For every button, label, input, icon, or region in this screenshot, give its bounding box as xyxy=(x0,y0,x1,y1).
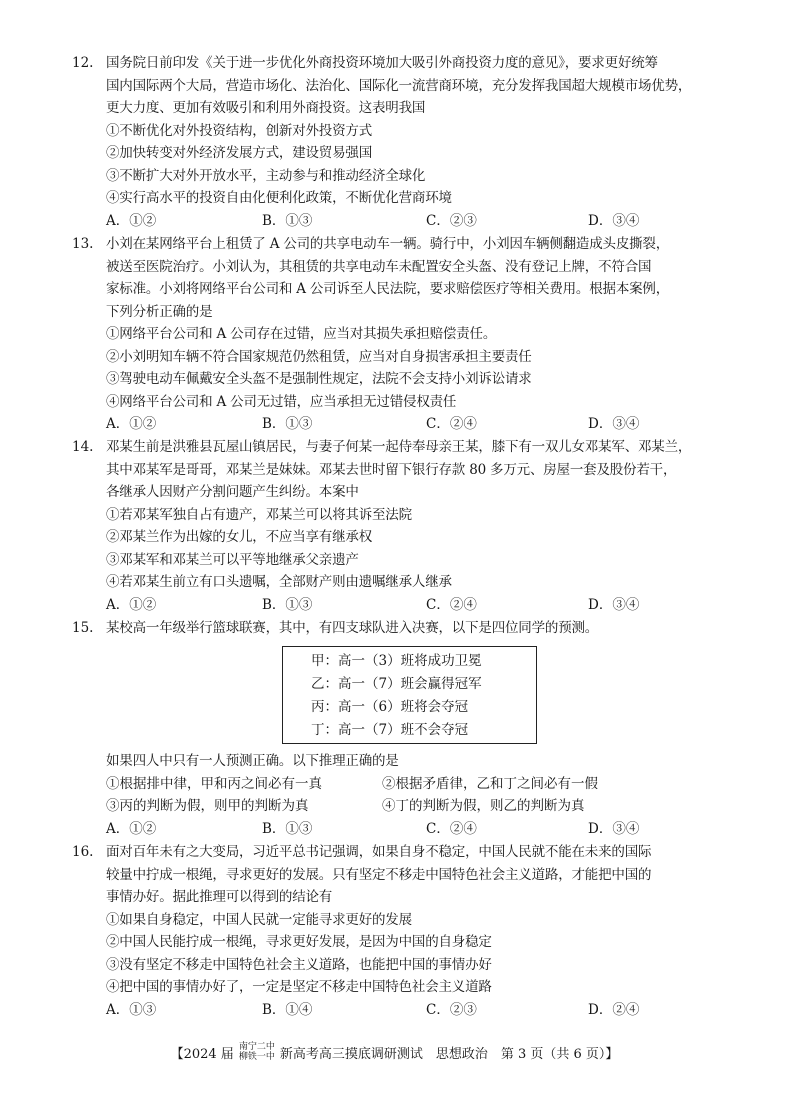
question-16 xyxy=(72,841,722,1021)
prediction-box xyxy=(282,646,537,744)
option-c: C．②③ xyxy=(426,1001,477,1018)
statement-2: ②邓某兰作为出嫁的女儿，不应当享有继承权 xyxy=(106,529,372,545)
question-stem-line: 事情办好。据此推理可以得到的结论有 xyxy=(106,889,333,905)
statement-3: ③邓某军和邓某兰可以平等地继承父亲遗产 xyxy=(106,551,359,568)
option-d: D．③④ xyxy=(588,596,640,613)
option-a: A．①② xyxy=(106,820,157,837)
question-stem-line: 小刘在某网络平台上租赁了 A 公司的共享电动车一辆。骑行中，小刘因车辆侧翻造成头皮撕裂， xyxy=(106,236,670,252)
question-stem-line: 某校高一年级举行篮球联赛，其中，有四支球队进入决赛，以下是四位同学的预测。 xyxy=(106,620,599,636)
question-number: 13. xyxy=(72,236,94,252)
statement-1: ①若邓某军独自占有遗产，邓某兰可以将其诉至法院 xyxy=(106,506,412,523)
option-b: B．①③ xyxy=(262,820,313,837)
question-stem-line: 面对百年未有之大变局，习近平总书记强调，如果自身不稳定，中国人民就不能在未来的国际 xyxy=(106,844,652,860)
answer-options xyxy=(106,210,722,233)
question-stem-line: 家标准。小刘将网络平台公司和 A 公司诉至人民法院，要求赔偿医疗等相关费用。根据本案例， xyxy=(106,281,670,297)
answer-options xyxy=(106,999,722,1022)
option-b: B．①③ xyxy=(262,596,313,613)
question-stem-line: 国务院日前印发《关于进一步优化外商投资环境加大吸引外商投资力度的意见》，要求更好统筹 xyxy=(106,55,658,71)
question-13 xyxy=(72,233,722,436)
statement-2: ②加快转变对外经济发展方式，建设贸易强国 xyxy=(106,145,372,161)
statement-1: ①网络平台公司和 A 公司存在过错，应当对其损失承担赔偿责任。 xyxy=(106,326,497,342)
question-15 xyxy=(72,617,722,640)
footer-school-2: 柳铁一中 xyxy=(238,1052,275,1062)
option-a: A．①② xyxy=(106,212,157,229)
question-stem-line: 被送至医院治疗。小刘认为，其租赁的共享电动车未配置安全头盔、没有登记上牌，不符合国 xyxy=(106,258,652,275)
prediction-bing: 丙：高一（6）班将会夺冠 xyxy=(311,699,469,715)
answer-options xyxy=(106,818,722,841)
option-c: C．②④ xyxy=(426,416,477,432)
question-stem-line: 邓某生前是洪雅县瓦屋山镇居民，与妻子何某一起侍奉母亲王某，膝下有一双儿女邓某军、邓某兰， xyxy=(106,439,692,455)
prediction-jia: 甲：高一（3）班将成功卫冕 xyxy=(311,653,482,669)
prediction-ding: 丁：高一（7）班不会夺冠 xyxy=(311,722,469,738)
question-number: 12. xyxy=(72,55,94,71)
footer-year: 【2024 届 xyxy=(170,1046,234,1062)
option-a: A．①② xyxy=(106,416,157,432)
question-stem-line: 更大力度、更加有效吸引和利用外商投资。这表明我国 xyxy=(106,100,426,116)
answer-options xyxy=(106,594,722,617)
statement-1: ①不断优化对外投资结构，创新对外投资方式 xyxy=(106,122,372,139)
option-d: D．③④ xyxy=(588,416,640,432)
option-b: B．①④ xyxy=(262,1001,313,1018)
statement-1: ①如果自身稳定，中国人民就一定能寻求更好的发展 xyxy=(106,911,412,928)
statement-1: ①根据排中律，甲和丙之间必有一真 xyxy=(106,775,322,792)
statement-2: ②小刘明知车辆不符合国家规范仍然租赁，应当对自身损害承担主要责任 xyxy=(106,348,532,365)
answer-options xyxy=(106,413,722,436)
question-stem-line: 如果四人中只有一人预测正确。以下推理正确的是 xyxy=(106,753,399,769)
statement-row xyxy=(106,773,722,796)
footer-school-1: 南宁二中 xyxy=(238,1042,275,1052)
question-14 xyxy=(72,436,722,616)
prediction-yi: 乙：高一（7）班会赢得冠军 xyxy=(311,676,482,692)
option-d: D．③④ xyxy=(588,212,640,229)
option-a: A．①③ xyxy=(106,1001,157,1018)
statement-4: ④若邓某生前立有口头遗嘱，全部财产则由遗嘱继承人继承 xyxy=(106,574,452,590)
question-number: 16. xyxy=(72,844,94,860)
statement-3: ③丙的判断为假，则甲的判断为真 xyxy=(106,798,309,814)
question-15-continued xyxy=(72,750,722,840)
statement-2: ②根据矛盾律，乙和丁之间必有一假 xyxy=(382,775,598,792)
statement-3: ③没有坚定不移走中国特色社会主义道路，也能把中国的事情办好 xyxy=(106,956,492,973)
option-c: C．②③ xyxy=(426,212,477,229)
statement-4: ④丁的判断为假，则乙的判断为真 xyxy=(382,798,585,814)
option-d: D．③④ xyxy=(588,820,640,837)
statement-row xyxy=(106,795,722,818)
question-stem-line: 各继承人因财产分割问题产生纠纷。本案中 xyxy=(106,484,359,500)
statement-3: ③驾驶电动车佩戴安全头盔不是强制性规定，法院不会支持小刘诉讼请求 xyxy=(106,371,532,387)
question-stem-line: 其中邓某军是哥哥，邓某兰是妹妹。邓某去世时留下银行存款 80 多万元、房屋一套及股份若干， xyxy=(106,461,677,478)
question-12 xyxy=(72,52,722,232)
statement-3: ③不断扩大对外开放水平，主动参与和推动经济全球化 xyxy=(106,167,426,184)
page-footer xyxy=(0,1042,789,1076)
option-b: B．①③ xyxy=(262,416,313,432)
question-stem-line: 较量中拧成一根绳，寻求更好的发展。只有坚定不移走中国特色社会主义道路，才能把中国的 xyxy=(106,866,652,883)
statement-4: ④把中国的事情办好了，一定是坚定不移走中国特色社会主义道路 xyxy=(106,979,492,995)
question-stem-line: 下列分析正确的是 xyxy=(106,303,213,320)
statement-2: ②中国人民能拧成一根绳，寻求更好发展，是因为中国的自身稳定 xyxy=(106,934,492,950)
option-a: A．①② xyxy=(106,596,157,613)
option-d: D．②④ xyxy=(588,1001,640,1018)
option-b: B．①③ xyxy=(262,212,313,229)
statement-4: ④实行高水平的投资自由化便利化政策，不断优化营商环境 xyxy=(106,190,452,206)
option-c: C．②④ xyxy=(426,820,477,837)
question-number: 14. xyxy=(72,439,94,455)
footer-schools xyxy=(239,1042,275,1062)
footer-title: 新高考高三摸底调研测试 思想政治 第 3 页（共 6 页）】 xyxy=(279,1046,619,1062)
statement-4: ④网络平台公司和 A 公司无过错，应当承担无过错侵权责任 xyxy=(106,393,457,410)
question-stem-line: 国内国际两个大局，营造市场化、法治化、国际化一流营商环境，充分发挥我国超大规模市场优势， xyxy=(106,77,692,94)
option-c: C．②④ xyxy=(426,596,477,613)
question-number: 15. xyxy=(72,620,94,636)
